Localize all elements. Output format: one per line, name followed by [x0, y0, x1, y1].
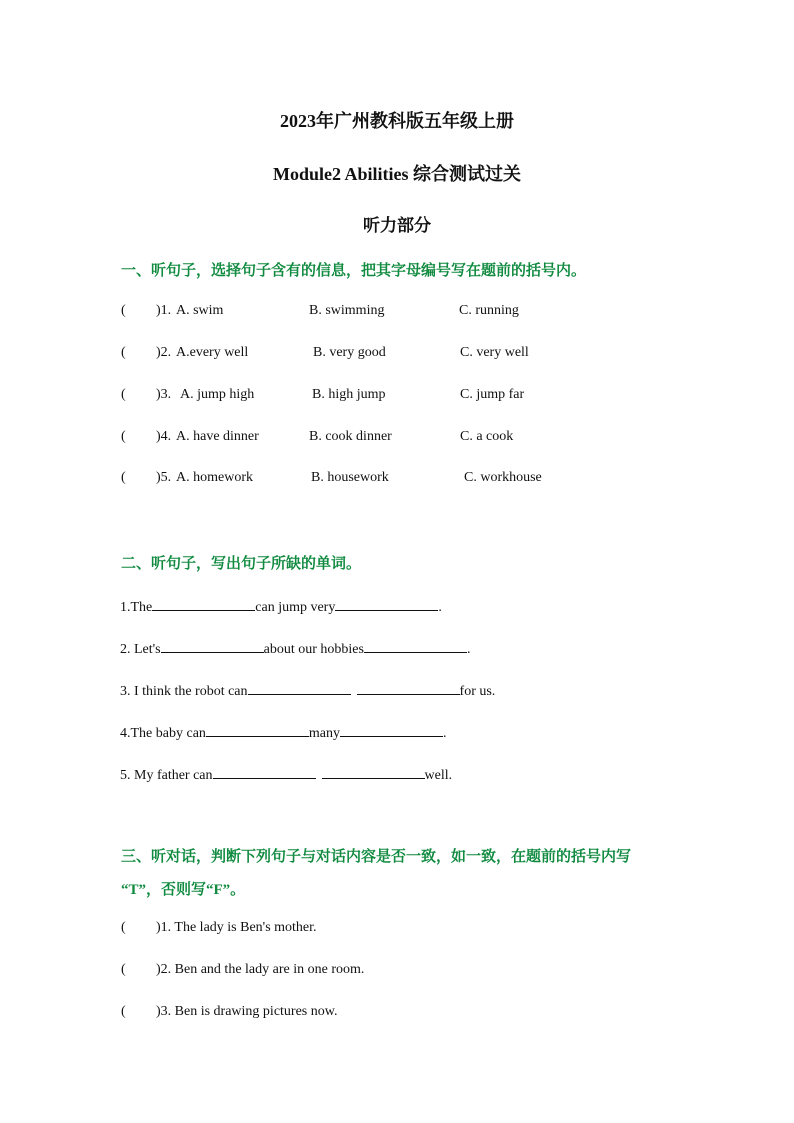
answer-blank[interactable] [161, 638, 264, 653]
option-a: A. jump high [180, 387, 255, 402]
answer-bracket[interactable]: ( [121, 1004, 126, 1019]
answer-blank[interactable] [206, 722, 309, 737]
question-number: )5. [156, 470, 172, 485]
option-a: A. swim [176, 303, 224, 318]
sentence-part: for us. [459, 684, 496, 699]
option-b: B. swimming [309, 303, 385, 318]
judgement-row [0, 962, 794, 982]
sentence-part: well. [424, 768, 453, 783]
option-c: C. a cook [460, 429, 514, 444]
option-c: C. workhouse [464, 470, 542, 485]
sentence-part: 4.The baby can [120, 726, 206, 741]
answer-bracket[interactable]: ( [121, 303, 126, 318]
answer-bracket[interactable]: ( [121, 962, 126, 977]
part-title: 听力部分 [363, 216, 431, 235]
option-a: A. homework [176, 470, 253, 485]
statement-text: )2. Ben and the lady are in one room. [156, 962, 365, 977]
sentence-part: . [438, 600, 442, 615]
option-c: C. running [459, 303, 519, 318]
question-number: )3. [156, 387, 172, 402]
question-row [0, 345, 794, 365]
fill-blank-row [120, 764, 452, 784]
option-b: B. very good [313, 345, 386, 360]
fill-blank-row [120, 722, 447, 742]
answer-bracket[interactable]: ( [121, 920, 126, 935]
fill-blank-row [120, 638, 470, 658]
option-b: B. high jump [312, 387, 386, 402]
section2-heading: 二、听句子，写出句子所缺的单词。 [121, 556, 362, 572]
answer-blank[interactable] [335, 596, 438, 611]
answer-blank[interactable] [357, 680, 460, 695]
answer-blank[interactable] [364, 638, 467, 653]
question-number: )2. [156, 345, 172, 360]
answer-blank[interactable] [213, 764, 316, 779]
sentence-part: 2. Let's [120, 642, 161, 657]
question-number: )4. [156, 429, 172, 444]
sentence-part: 5. My father can [120, 768, 213, 783]
answer-blank[interactable] [340, 722, 443, 737]
question-row [0, 303, 794, 323]
sentence-part: . [443, 726, 447, 741]
option-a: A. have dinner [176, 429, 259, 444]
statement-text: )3. Ben is drawing pictures now. [156, 1004, 338, 1019]
statement-text: )1. The lady is Ben's mother. [156, 920, 317, 935]
option-c: C. jump far [460, 387, 525, 402]
answer-blank[interactable] [152, 596, 255, 611]
sentence-part: 1.The [120, 600, 153, 615]
sentence-part: can jump very [255, 600, 336, 615]
fill-blank-row [120, 596, 442, 616]
sentence-part: 3. I think the robot can [120, 684, 248, 699]
sentence-part: about our hobbies [263, 642, 364, 657]
option-b: B. housework [311, 470, 389, 485]
answer-bracket[interactable]: ( [121, 470, 126, 485]
sentence-part: . [466, 642, 471, 657]
answer-blank[interactable] [322, 764, 425, 779]
judgement-row [0, 920, 794, 940]
section1-heading: 一、听句子，选择句子含有的信息，把其字母编号写在题前的括号内。 [121, 263, 587, 279]
sentence-part: many [308, 726, 341, 741]
module-title: Module2 Abilities 综合测试过关 [272, 164, 521, 184]
option-a: A.every well [176, 345, 249, 360]
question-number: )1. [156, 303, 172, 318]
answer-bracket[interactable]: ( [121, 345, 126, 360]
option-c: C. very well [460, 345, 529, 360]
option-b: B. cook dinner [309, 429, 392, 444]
answer-bracket[interactable]: ( [121, 387, 126, 402]
question-row [0, 387, 794, 407]
section3-heading: 三、听对话，判断下列句子与对话内容是否一致，如一致，在题前的括号内写 [121, 849, 632, 865]
judgement-row [0, 1004, 794, 1024]
section3-heading-continued: “T”，否则写“F”。 [121, 882, 246, 898]
question-row [0, 429, 794, 449]
document-title: 2023年广州教科版五年级上册 [280, 111, 514, 131]
fill-blank-row [120, 680, 495, 700]
question-row [0, 470, 794, 490]
answer-blank[interactable] [248, 680, 351, 695]
answer-bracket[interactable]: ( [121, 429, 126, 444]
